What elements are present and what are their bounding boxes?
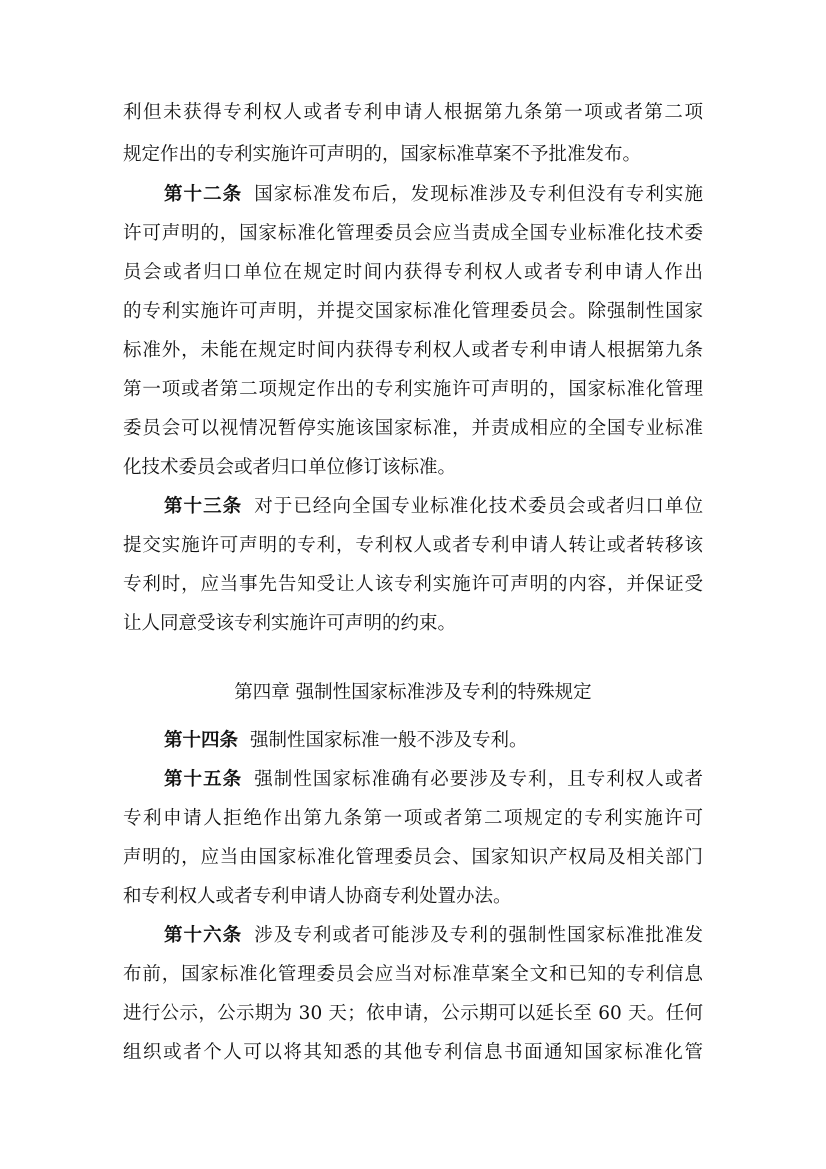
article-label: 第十五条 [164, 769, 243, 790]
paragraph-text: 强制性国家标准确有必要涉及专利，且专利权人或者 [254, 769, 703, 790]
paragraph-text: 强制性国家标准一般不涉及专利。 [250, 730, 528, 751]
paragraph-text: 国家标准发布后，发现标准涉及专利但没有专利实施 [254, 184, 703, 205]
paragraph-line: 的专利实施许可声明，并提交国家标准化管理委员会。除强制性国家 [123, 301, 703, 322]
paragraph-line: 规定作出的专利实施许可声明的，国家标准草案不予批准发布。 [123, 144, 642, 165]
paragraph-line: 利但未获得专利权人或者专利申请人根据第九条第一项或者第二项 [123, 102, 703, 123]
paragraph-line: 第一项或者第二项规定作出的专利实施许可声明的，国家标准化管理 [123, 379, 703, 400]
paragraph-line: 化技术委员会或者归口单位修订该标准。 [123, 457, 457, 478]
paragraph-line: 组织或者个人可以将其知悉的其他专利信息书面通知国家标准化管 [123, 1042, 703, 1063]
paragraph-line: 委员会可以视情况暂停实施该国家标准，并责成相应的全国专业标准 [123, 418, 703, 439]
article-16-first-line [164, 921, 703, 951]
article-label: 第十六条 [164, 925, 243, 946]
article-13-first-line [164, 492, 703, 522]
paragraph-text: 对于已经向全国专业标准化技术委员会或者归口单位 [254, 496, 703, 517]
article-label: 第十三条 [164, 496, 243, 517]
paragraph-line: 声明的，应当由国家标准化管理委员会、国家知识产权局及相关部门 [123, 847, 703, 868]
paragraph-line: 专利申请人拒绝作出第九条第一项或者第二项规定的专利实施许可 [123, 808, 703, 829]
paragraph-line: 布前，国家标准化管理委员会应当对标准草案全文和已知的专利信息 [123, 964, 703, 985]
article-label: 第十四条 [164, 730, 239, 751]
article-14-first-line [164, 726, 703, 756]
paragraph-line: 让人同意受该专利实施许可声明的约束。 [123, 613, 457, 634]
article-12-first-line [164, 180, 703, 210]
paragraph-line: 标准外，未能在规定时间内获得专利权人或者专利申请人根据第九条 [123, 340, 703, 361]
paragraph-line: 和专利权人或者专利申请人协商专利处置办法。 [123, 886, 512, 907]
paragraph-line: 专利时，应当事先告知受让人该专利实施许可声明的内容，并保证受 [123, 574, 703, 595]
paragraph-line: 员会或者归口单位在规定时间内获得专利权人或者专利申请人作出 [123, 262, 703, 283]
chapter-heading: 第四章 强制性国家标准涉及专利的特殊规定 [234, 682, 592, 703]
paragraph-text: 涉及专利或者可能涉及专利的强制性国家标准批准发 [254, 925, 703, 946]
article-label: 第十二条 [164, 184, 243, 205]
paragraph-line: 进行公示，公示期为 30 天；依申请，公示期可以延长至 60 天。任何 [123, 1003, 703, 1024]
article-15-first-line [164, 765, 703, 795]
paragraph-line: 提交实施许可声明的专利，专利权人或者专利申请人转让或者转移该 [123, 535, 703, 556]
paragraph-line: 许可声明的，国家标准化管理委员会应当责成全国专业标准化技术委 [123, 223, 703, 244]
